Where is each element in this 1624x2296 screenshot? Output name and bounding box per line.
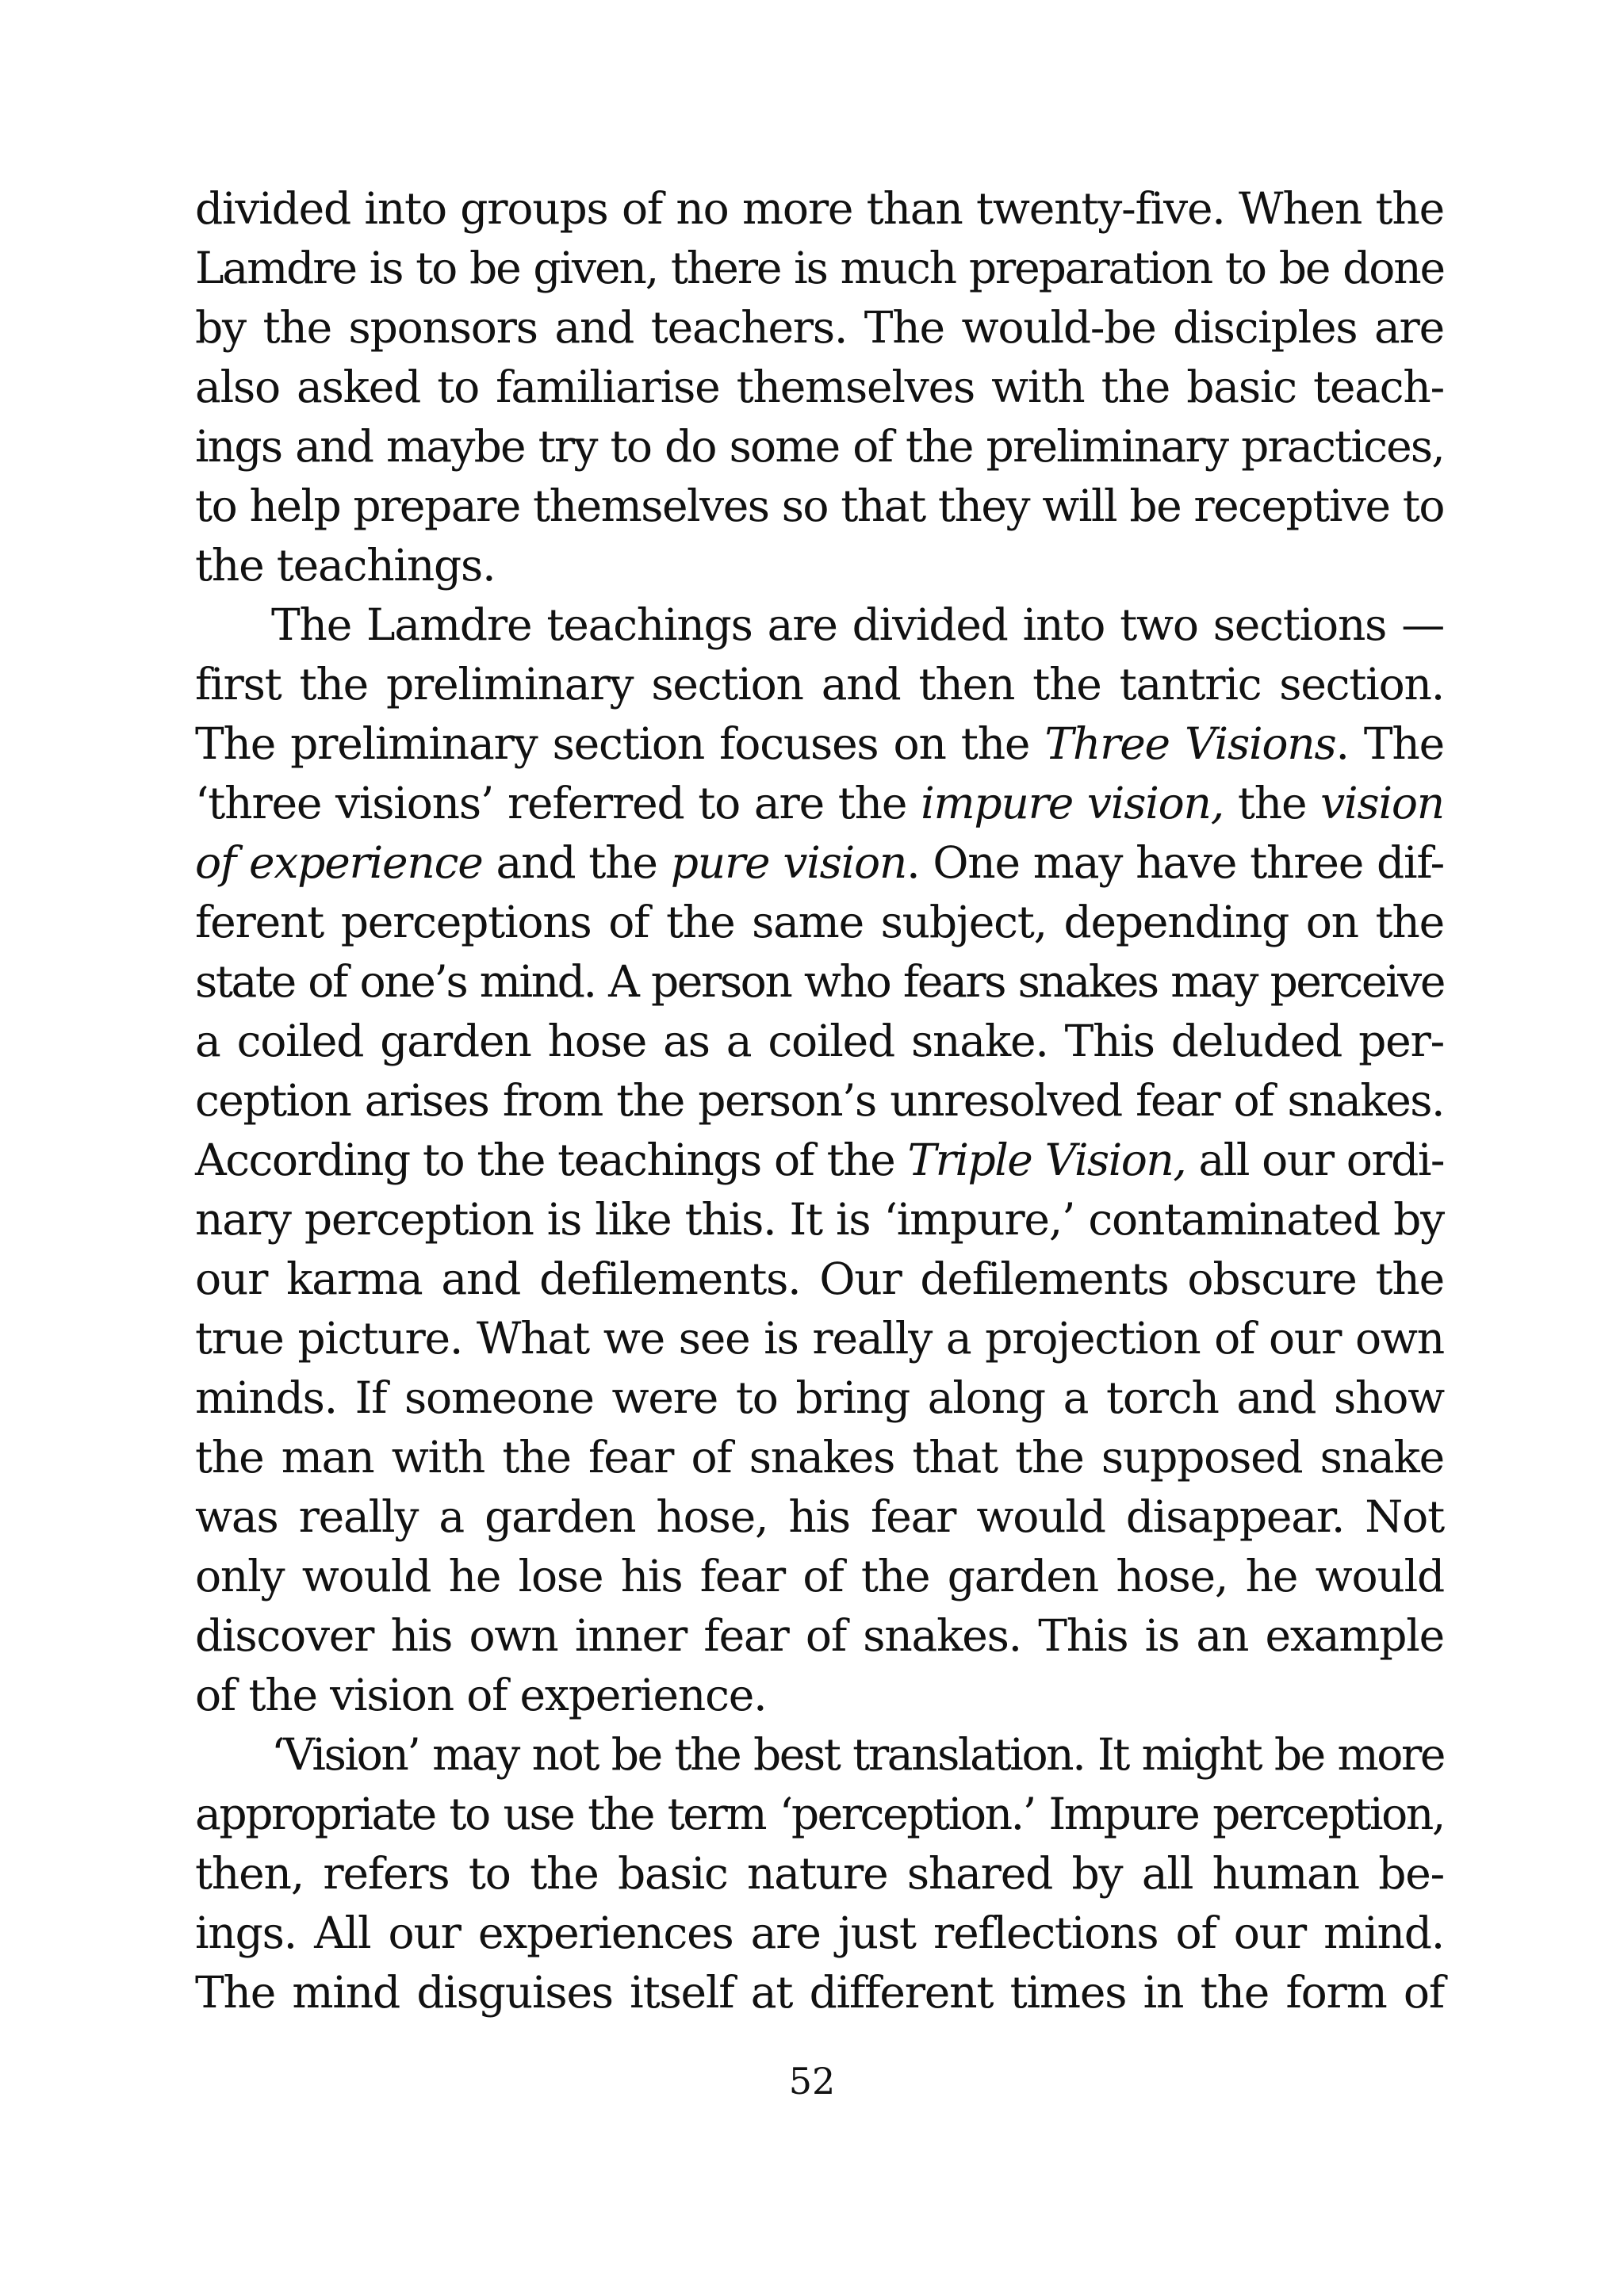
- text-line: of experience and the pure vision. One may have three dif-: [195, 837, 1444, 888]
- text-line: divided into groups of no more than twenty-five. When the: [195, 183, 1444, 234]
- page-number: 52: [788, 2060, 836, 2103]
- text-line: our karma and defilements. Our defilements obscure the: [195, 1253, 1444, 1304]
- text-line: ‘Vision’ may not be the best translation. It might be more: [271, 1729, 1444, 1780]
- italic-phrase: vision: [1320, 778, 1444, 828]
- text-line: ferent perceptions of the same subject, depending on the: [195, 897, 1444, 947]
- text-line: minds. If someone were to bring along a torch and show: [195, 1372, 1444, 1423]
- text-line: ings and maybe try to do some of the preliminary practices,: [195, 421, 1444, 472]
- text-line: true picture. What we see is really a projection of our own: [195, 1313, 1444, 1364]
- text-line: was really a garden hose, his fear would disappear. Not: [195, 1491, 1444, 1542]
- text-line: then, refers to the basic nature shared by all human be-: [195, 1848, 1444, 1899]
- text-line: first the preliminary section and then the tantric section.: [195, 659, 1444, 710]
- text-line: of the vision of experience.: [195, 1670, 767, 1720]
- text-line: According to the teachings of the Triple Vision, all our ordi-: [195, 1135, 1444, 1185]
- text-line: The Lamdre teachings are divided into two sections —: [271, 599, 1444, 650]
- text-line: only would he lose his fear of the garden hose, he would: [195, 1551, 1444, 1601]
- text-line: ception arises from the person’s unresolved fear of snakes.: [195, 1075, 1444, 1126]
- text-line: ings. All our experiences are just reflections of our mind.: [195, 1908, 1444, 1958]
- italic-phrase: Three Visions: [1044, 718, 1336, 769]
- text-line: appropriate to use the term ‘perception.’ Impure perception,: [195, 1789, 1444, 1839]
- text-line: to help prepare themselves so that they will be receptive to: [195, 480, 1444, 531]
- text-line: The mind disguises itself at different times in the form of: [195, 1967, 1444, 2018]
- text-line: state of one’s mind. A person who fears snakes may perceive: [195, 956, 1444, 1007]
- italic-phrase: Triple Vision,: [907, 1135, 1186, 1185]
- text-line: the man with the fear of snakes that the supposed snake: [195, 1432, 1444, 1483]
- text-line: Lamdre is to be given, there is much preparation to be done: [195, 243, 1444, 293]
- text-line: also asked to familiarise themselves with the basic teach-: [195, 362, 1444, 412]
- italic-phrase: of experience: [195, 837, 483, 888]
- text-line: The preliminary section focuses on the Three Visions. The: [195, 718, 1444, 769]
- text-line: nary perception is like this. It is ‘impure,’ contaminated by: [195, 1194, 1444, 1245]
- text-line: discover his own inner fear of snakes. This is an example: [195, 1610, 1444, 1661]
- text-line: the teachings.: [195, 540, 496, 591]
- text-line: ‘three visions’ referred to are the impure vision, the vision: [195, 778, 1444, 828]
- text-line: by the sponsors and teachers. The would-be disciples are: [195, 302, 1444, 353]
- italic-phrase: impure vision,: [921, 778, 1224, 828]
- body-text: [195, 179, 1444, 2022]
- text-line: a coiled garden hose as a coiled snake. This deluded per-: [195, 1016, 1444, 1066]
- italic-phrase: pure vision: [670, 837, 907, 888]
